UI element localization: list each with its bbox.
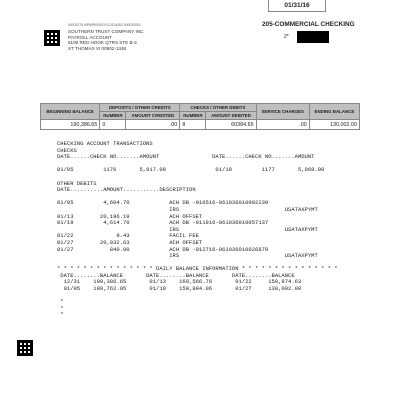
col-checks-number: NUMBER [180,112,206,120]
col-service-charges: SERVICE CHARGES [256,104,309,120]
address-line: ST THOMAS VI 00802-1348 [68,45,127,51]
barcode-text: 00001076 MPMPMVD01YC0314053 000000000 [68,23,141,27]
col-amount-credited: AMOUNT CREDITED [126,112,180,120]
col-deposits: DEPOSITS / OTHER CREDITS [100,104,180,112]
beginning-balance-value: 190,386.65 [41,120,100,130]
deposits-amount-value: .00 [126,120,180,130]
page-marker: 2* [284,34,289,40]
redacted-account-number [297,31,329,43]
qr-code-icon [44,30,60,46]
qr-code-icon [17,340,33,356]
col-checks: CHECKS / OTHER DEBITS [180,104,256,112]
ending-balance-value: 130,002.00 [309,120,359,130]
col-ending-balance: ENDING BALANCE [309,104,359,120]
col-amount-debited: AMOUNT DEBITED [206,112,256,120]
transactions-text: CHECKING ACCOUNT TRANSACTIONS CHECKS DATE......CHECK NO.......AMOUNT DATE......CHECK NO.......AMOUNT 01/05 1176 5,017.00 01/19 1177 5,068.00 OTHER DEBITS DATE..........AMOUNT...........DESCRIPTION 01/05 4,604.70 ACH DB -010516-061036010002239 IRS USATAXPYMT 01/13 20,196.19 ACH OFFSET 01/19 4,614.70 ACH DB -011916-061036010057137 IRS USATAXPYMT 01/22 9.43 FACIL FEE 01/27 20,032.63 ACH OFFSET 01/27 840.00 ACH DB -012716-061036010026879 IRS USATAXPYMT * * * * * * * * * * * * * * * DAILY BALANCE INFORMATION * * * * * * * * * * * * * * * DATE........BALANCE DATE........BALANCE DATE........BALANCE 12/31 190,386.65 01/13 160,566.76 01/22 150,874.63 01/05 180,762.95 01/19 150,884.06 01/27 130,002.00 * * * [57,140,338,319]
account-type: 205-COMMERCIAL CHECKING [262,21,355,28]
address-line: SOUTHERN TRUST COMPANY INC [68,29,144,34]
checks-amount-value: 60384.65 [206,120,256,130]
address-line: PAYROLL ACCOUNT [68,34,113,40]
account-summary-table [40,103,360,130]
service-charges-value: .00 [256,120,309,130]
mailing-address [68,29,143,51]
checks-number-value: 8 [180,120,206,130]
col-beginning-balance: BEGINNING BALANCE [41,104,100,120]
statement-date: 01/31/16 [268,0,326,12]
col-deposits-number: NUMBER [100,112,126,120]
address-line: 6100 RED HOOK QTRS STE B-3 [68,40,137,46]
deposits-number-value: 0 [100,120,126,130]
